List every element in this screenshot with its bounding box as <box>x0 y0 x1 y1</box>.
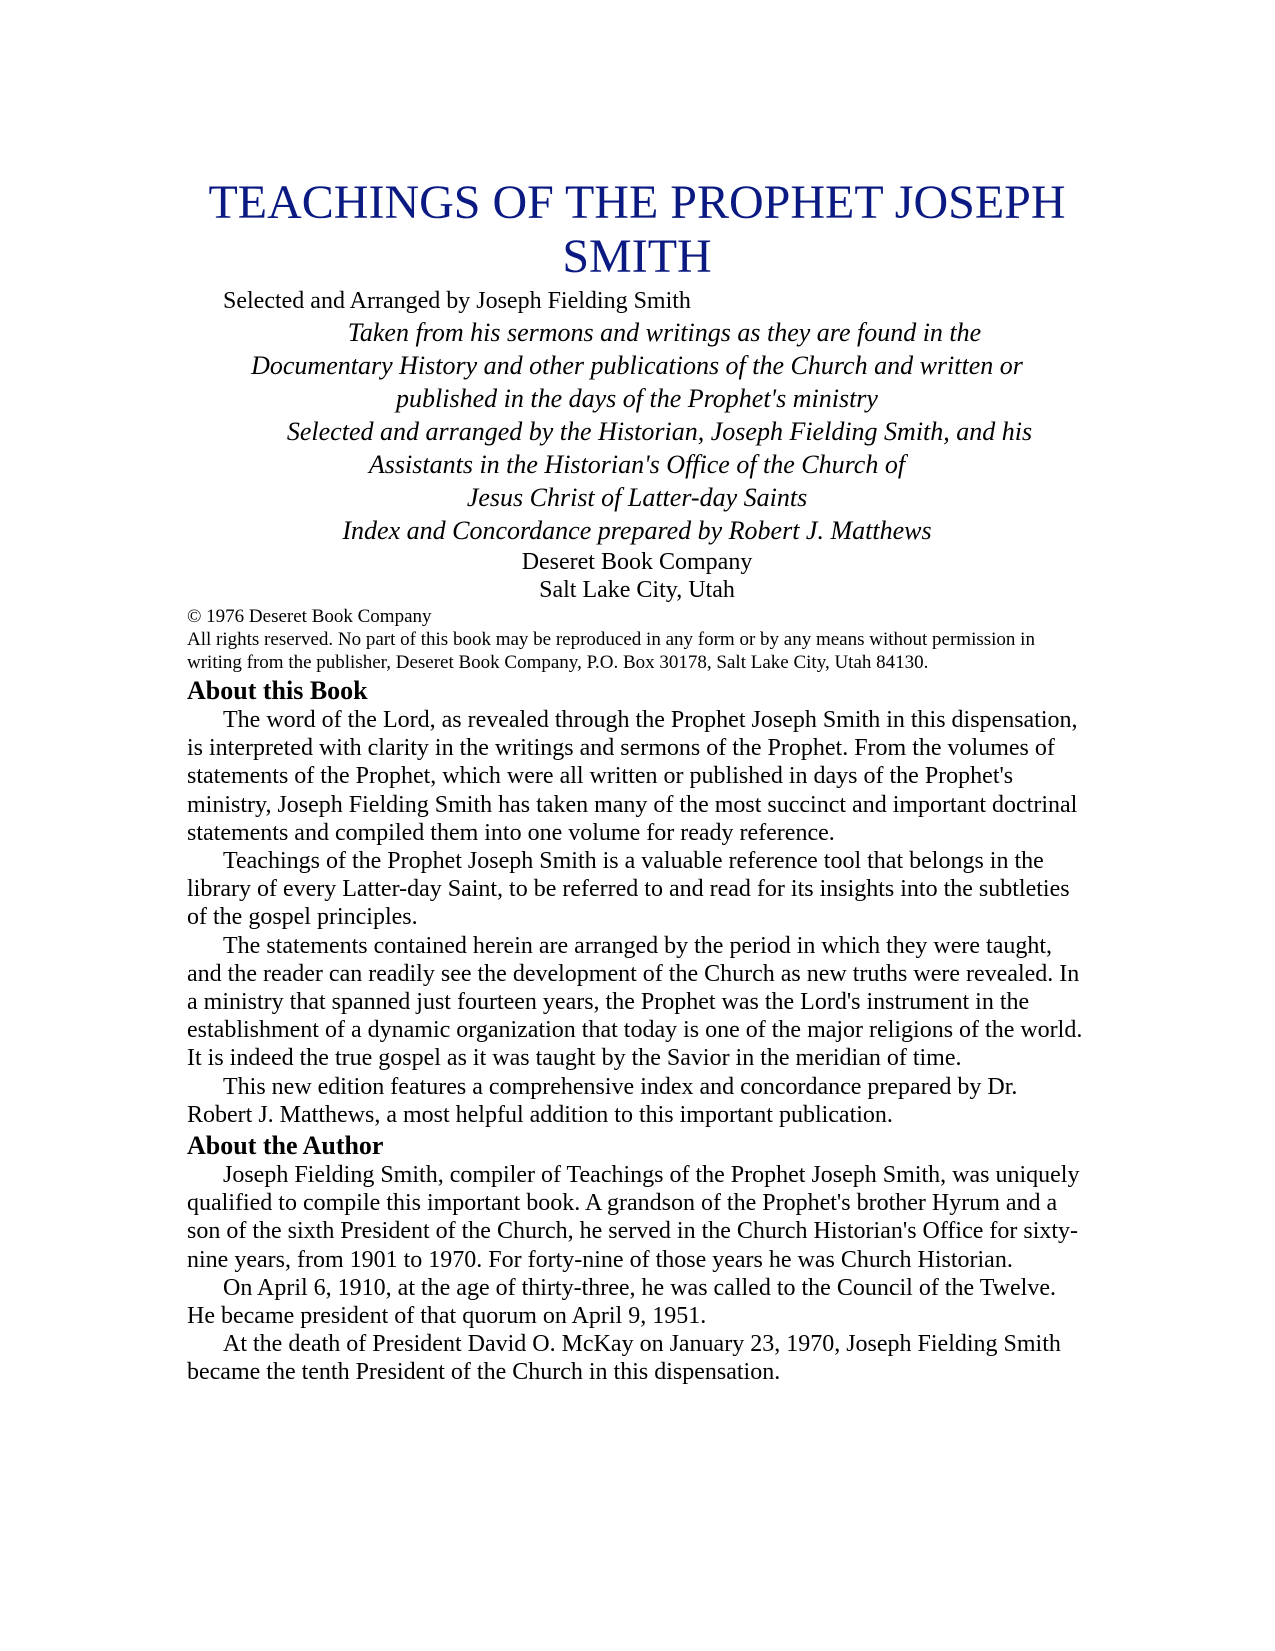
book-title-line-2: SMITH <box>562 230 712 283</box>
copyright-notice: © 1976 Deseret Book Company <box>187 606 432 627</box>
about-author-paragraph-1: Joseph Fielding Smith, compiler of Teachings of the Prophet Joseph Smith, was uniquely qualified to compile this important book. A grandson of the Prophet's brother Hyrum and a son of the sixth President of the Church, he served in the Church Historian's Office for sixty-nine years, from 1901 to 1970. For forty-nine of those years he was Church Historian. <box>187 1162 1080 1273</box>
about-author-paragraph-3: At the death of President David O. McKay on January 23, 1970, Joseph Fielding Smith became the tenth President of the Church in this dispensation. <box>187 1331 1061 1386</box>
about-book-heading: About this Book <box>187 676 368 705</box>
description-line-1: Taken from his sermons and writings as they are found in the <box>347 318 982 347</box>
description-line-6: Jesus Christ of Latter-day Saints <box>466 483 808 512</box>
description-line-7: Index and Concordance prepared by Robert J. Matthews <box>342 516 932 545</box>
about-book-paragraph-3: The statements contained herein are arranged by the period in which they were taught, and the reader can readily see the development of the Church as new truths were revealed. In a ministry that spanned just fourteen years, the Prophet was the Lord's instrument in the establishment of a dynamic organization that today is one of the major religions of the world. It is indeed the true gospel as it was taught by the Savior in the meridian of time. <box>187 932 1083 1072</box>
description-line-5: Assistants in the Historian's Office of the Church of <box>368 450 906 479</box>
description-line-4: Selected and arranged by the Historian, Joseph Fielding Smith, and his <box>286 417 1033 446</box>
description-line-3: published in the days of the Prophet's ministry <box>396 384 878 413</box>
about-book-paragraph-4: This new edition features a comprehensive index and concordance prepared by Dr. Robert J. Matthews, a most helpful addition to this important publication. <box>187 1073 1018 1128</box>
page-content <box>187 176 1087 1387</box>
book-title <box>187 176 1087 284</box>
rights-notice: All rights reserved. No part of this book may be reproduced in any form or by any means without permission in writing from the publisher, Deseret Book Company, P.O. Box 30178, Salt Lake City, Utah 84130. <box>187 629 1035 673</box>
about-book-paragraph-1: The word of the Lord, as revealed through the Prophet Joseph Smith in this dispensation, is interpreted with clarity in the writings and sermons of the Prophet. From the volumes of statements of the Prophet, which were all written or published in days of the Prophet's ministry, Joseph Fielding Smith has taken many of the most succinct and important doctrinal statements and compiled them into one volume for ready reference. <box>187 707 1078 846</box>
description-block <box>187 316 1087 547</box>
about-author-heading: About the Author <box>187 1131 384 1161</box>
description-line-2: Documentary History and other publications of the Church and written or <box>251 351 1023 380</box>
book-title-line-1: TEACHINGS OF THE PROPHET JOSEPH <box>208 176 1066 229</box>
selected-by-line: Selected and Arranged by Joseph Fielding Smith <box>223 288 691 314</box>
about-book-paragraph-2: Teachings of the Prophet Joseph Smith is a valuable reference tool that belongs in the library of every Latter-day Saint, to be referred to and read for its insights into the subtleties of the gospel principles. <box>187 848 1070 931</box>
publisher-location: Salt Lake City, Utah <box>539 577 735 603</box>
publisher-name: Deseret Book Company <box>521 549 753 575</box>
about-author-paragraph-2: On April 6, 1910, at the age of thirty-three, he was called to the Council of the Twelve. He became president of that quorum on April 9, 1951. <box>187 1274 1056 1330</box>
